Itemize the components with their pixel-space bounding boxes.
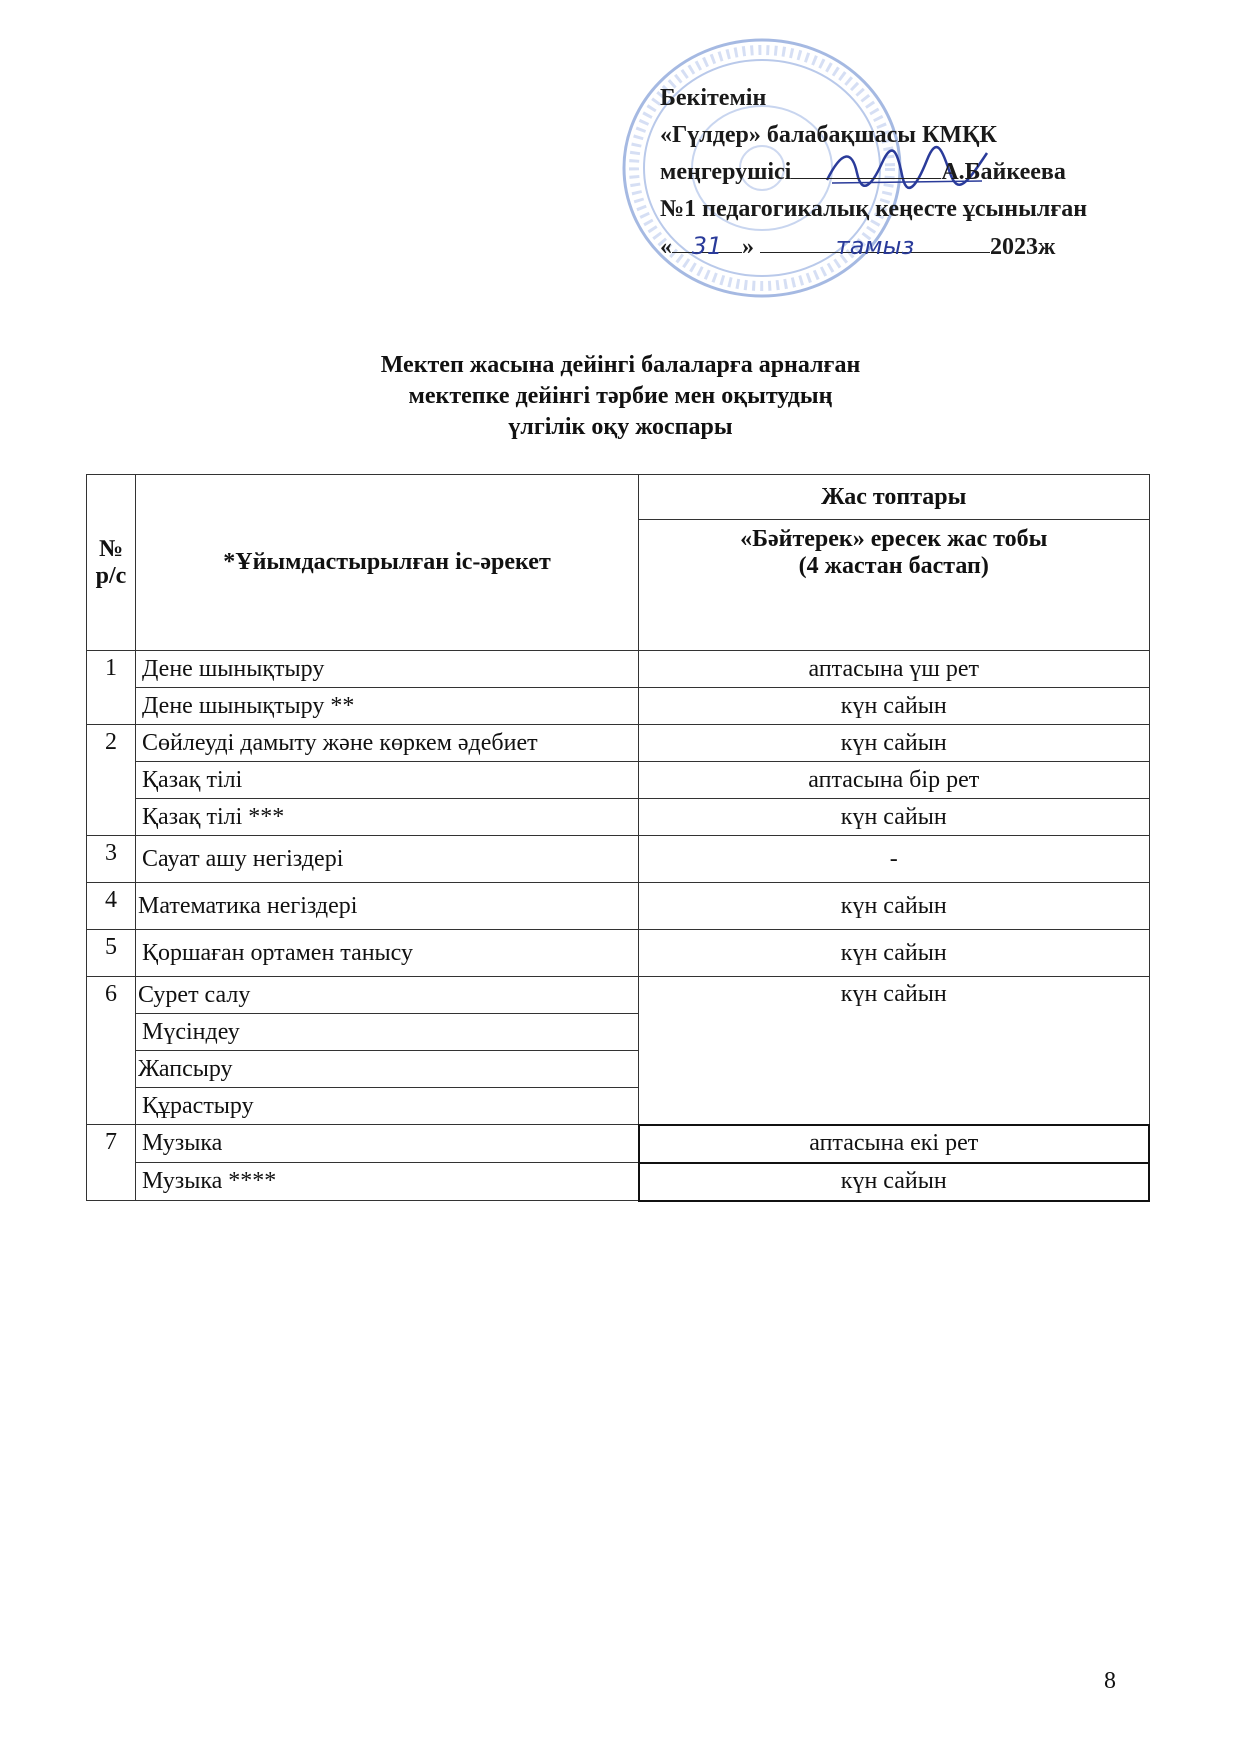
approval-line-3 [660,154,1180,191]
approval-head-name: А.Байкеева [941,159,1066,185]
header-age-groups: Жас топтары [639,475,1150,520]
approval-line-1: Бекітемін [660,85,767,111]
table-row [87,725,1150,762]
table-row [87,883,1150,930]
date-quote-close: » [742,234,754,260]
row-activity: Сурет салу [136,977,639,1014]
row-activity: Қазақ тілі *** [136,799,639,836]
row-value: күн сайын [639,930,1150,977]
approval-head-label: меңгерушісі [660,159,792,185]
row-value: күн сайын [639,688,1150,725]
row-value: күн сайын [639,1163,1150,1201]
approval-line-5 [660,228,1180,266]
row-value: - [639,836,1150,883]
page-number: 8 [1104,1668,1116,1694]
table-row [87,977,1150,1014]
approval-line-4: №1 педагогикалық кеңесте ұсынылған [660,196,1088,222]
title-line-3: үлгілік оқу жоспары [508,414,733,440]
approval-line-2: «Гүлдер» балабақшасы КМҚК [660,122,997,148]
signature-blank [791,154,941,179]
date-month: тамыз [760,228,990,253]
date-quote-open: « [660,234,672,260]
row-number: 7 [87,1125,136,1201]
header-activity: *Ұйымдастырылған іс-әрекет [136,475,639,651]
table-row [87,651,1150,688]
row-value: күн сайын [639,883,1150,930]
title-line-2: мектепке дейінгі тәрбие мен оқытудың [408,383,833,409]
document-title [0,350,1241,443]
header-group-name: «Бәйтерек» ересек жас тобы [740,526,1048,552]
table-header-row [87,475,1150,520]
row-activity: Мүсіндеу [136,1014,639,1051]
row-activity: Дене шынықтыру [136,651,639,688]
row-activity: Қоршаған ортамен танысу [136,930,639,977]
row-activity: Математика негіздері [136,883,639,930]
header-group [639,520,1150,651]
title-line-1: Мектеп жасына дейінгі балаларға арналған [380,352,861,378]
table-row [87,836,1150,883]
row-value: күн сайын [639,799,1150,836]
header-number-label: р/с [95,562,127,589]
table-row [87,930,1150,977]
row-activity: Сауат ашу негіздері [136,836,639,883]
header-number [87,475,136,651]
row-number: 4 [87,883,136,930]
row-activity: Музыка **** [136,1163,639,1201]
row-activity: Сөйлеуді дамыту және көркем әдебиет [136,725,639,762]
date-day: 31 [672,228,742,253]
row-value: күн сайын [639,725,1150,762]
table-row [87,1163,1150,1201]
row-activity: Жапсыру [136,1051,639,1088]
row-number: 6 [87,977,136,1125]
table-row [87,799,1150,836]
header-group-age: (4 жастан бастап) [798,553,989,579]
table-row [87,1125,1150,1163]
row-value: күн сайын [639,977,1150,1125]
row-activity: Құрастыру [136,1088,639,1125]
row-value: аптасына бір рет [639,762,1150,799]
row-value: аптасына екі рет [639,1125,1150,1163]
row-number: 3 [87,836,136,883]
approval-block [660,80,1180,266]
row-value: аптасына үш рет [639,651,1150,688]
row-number: 2 [87,725,136,836]
table-row [87,762,1150,799]
row-number: 5 [87,930,136,977]
row-activity: Қазақ тілі [136,762,639,799]
header-number-symbol: № [98,535,124,562]
row-number: 1 [87,651,136,725]
table-row [87,688,1150,725]
row-activity: Музыка [136,1125,639,1163]
curriculum-table [86,474,1150,1202]
date-year: 2023ж [990,234,1056,260]
row-activity: Дене шынықтыру ** [136,688,639,725]
